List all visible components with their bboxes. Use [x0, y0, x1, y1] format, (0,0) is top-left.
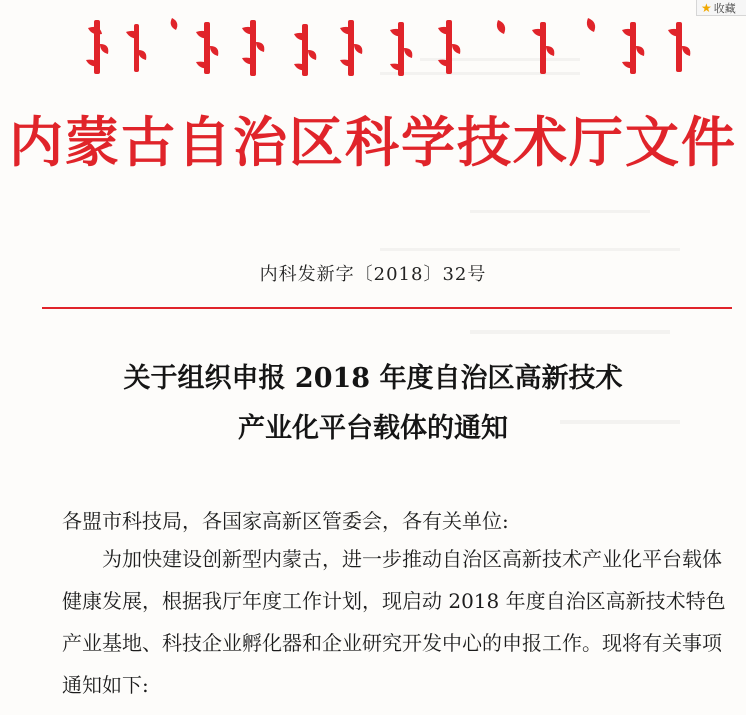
org-letterhead-title: 内蒙古自治区科学技术厅文件	[9, 111, 737, 174]
bleed-line	[470, 210, 650, 213]
red-divider	[42, 307, 732, 309]
addressee-line: 各盟市科技局，各国家高新区管委会，各有关单位:	[62, 509, 509, 533]
bleed-line	[470, 330, 670, 334]
body-paragraph: 为加快建设创新型内蒙古，进一步推动自治区高新技术产业化平台载体健康发展，根据我厅年度工作计划，现启动 2018 年度自治区高新技术特色产业基地、科技企业孵化器和企业研究开发中心的申报工作。现将有关事项通知如下:	[62, 547, 726, 697]
bleed-line	[380, 248, 680, 251]
document-number: 内科发新字〔2018〕32号	[259, 264, 487, 285]
star-icon: ★	[701, 0, 712, 15]
notice-title-line-2: 产业化平台载体的通知	[238, 413, 508, 444]
favorite-button[interactable]	[696, 0, 746, 16]
favorite-label: 收藏	[713, 1, 736, 15]
notice-title-line-1: 关于组织申报 2018 年度自治区高新技术	[123, 363, 623, 394]
mongolian-letterhead-logo	[80, 14, 700, 84]
